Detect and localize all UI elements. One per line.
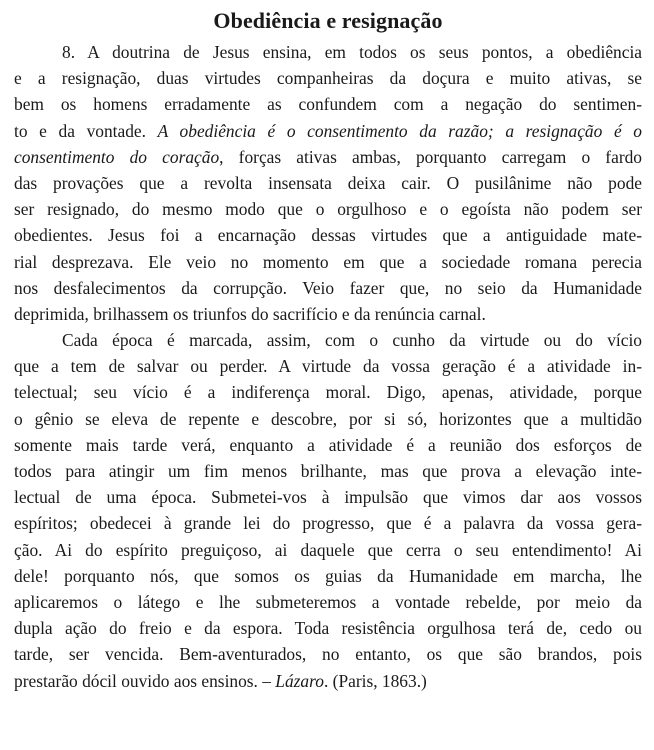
document-page [14,6,642,694]
text-line: deprimida, brilhassem os triunfos do sacrifício e da renúncia carnal. [14,303,486,324]
text-line: aplicaremos o látego e lhe submeteremos a vontade rebelde, por meio da [14,591,642,612]
section-title: Obediência e resignação [213,8,443,33]
text-line: nos desfalecimentos da corrupção. Veio fazer que, no seio da Humanidade [14,277,642,298]
text-line: obedientes. Jesus foi a encarnação dessas virtudes que a antiguidade mate- [14,225,642,246]
paragraph-2 [14,327,642,694]
text-line: ção. Ai do espírito preguiçoso, ai daquele que cerra o seu entendimento! Ai [14,539,642,560]
text-line: bem os homens erradamente as confundem com a negação do sentimen- [14,94,642,115]
text-line: 8. A doutrina de Jesus ensina, em todos os seus pontos, a obediência [62,42,642,62]
text-line: telectual; seu vício é a indiferença moral. Digo, apenas, atividade, porque [14,382,642,403]
citation: . (Paris, 1863.) [323,670,427,691]
text-line: e a resignação, duas virtudes companheiras da doçura e muito ativas, se [14,68,642,89]
italic-quote: A obediência é o consentimento da razão; a resignação é o [157,120,642,141]
author-name: Lázaro [275,670,324,691]
text-line: dupla ação do freio e da espora. Toda resistência orgulhosa terá de, cedo ou [14,618,642,639]
text-line: dele! porquanto nós, que somos os guias da Humanidade em marcha, lhe [14,565,642,586]
italic-quote: consentimento do coração [14,146,220,167]
text-line [14,668,642,694]
paragraph-1 [14,39,642,327]
text-line [14,144,642,170]
text-run: prestarão dócil ouvido aos ensinos. – [14,670,276,691]
text-line: tarde, ser vencida. Bem-aventurados, no entanto, os que são brandos, pois [14,644,642,665]
text-line: Cada época é marcada, assim, com o cunho da virtude ou do vício [62,330,642,351]
text-line: todos para atingir um fim menos brilhante, mas que prova a elevação inte- [14,461,642,481]
text-line: lectual de uma época. Submetei-vos à impulsão que vimos dar aos vossos [14,487,642,508]
text-line: ser resignado, do mesmo modo que o orgulhoso e o egoísta não podem ser [14,199,642,220]
text-line: que a tem de salvar ou perder. A virtude da vossa geração é a atividade in- [14,356,642,377]
text-line: espíritos; obedecei à grande lei do progresso, que é a palavra da vossa gera- [14,513,642,534]
text-line: somente mais tarde verá, enquanto a atividade é a reunião dos esforços de [14,434,642,455]
text-line: rial desprezava. Ele veio no momento em que a sociedade romana perecia [14,251,642,272]
text-line: das provações que a revolta insensata deixa cair. O pusilânime não pode [14,172,642,193]
text-run: to e da vontade. [14,120,158,141]
text-run: , forças ativas ambas, porquanto carregam o fardo [219,146,643,167]
text-line: o gênio se eleva de repente e descobre, por si só, horizontes que a multidão [14,408,642,429]
text-line [14,118,642,144]
